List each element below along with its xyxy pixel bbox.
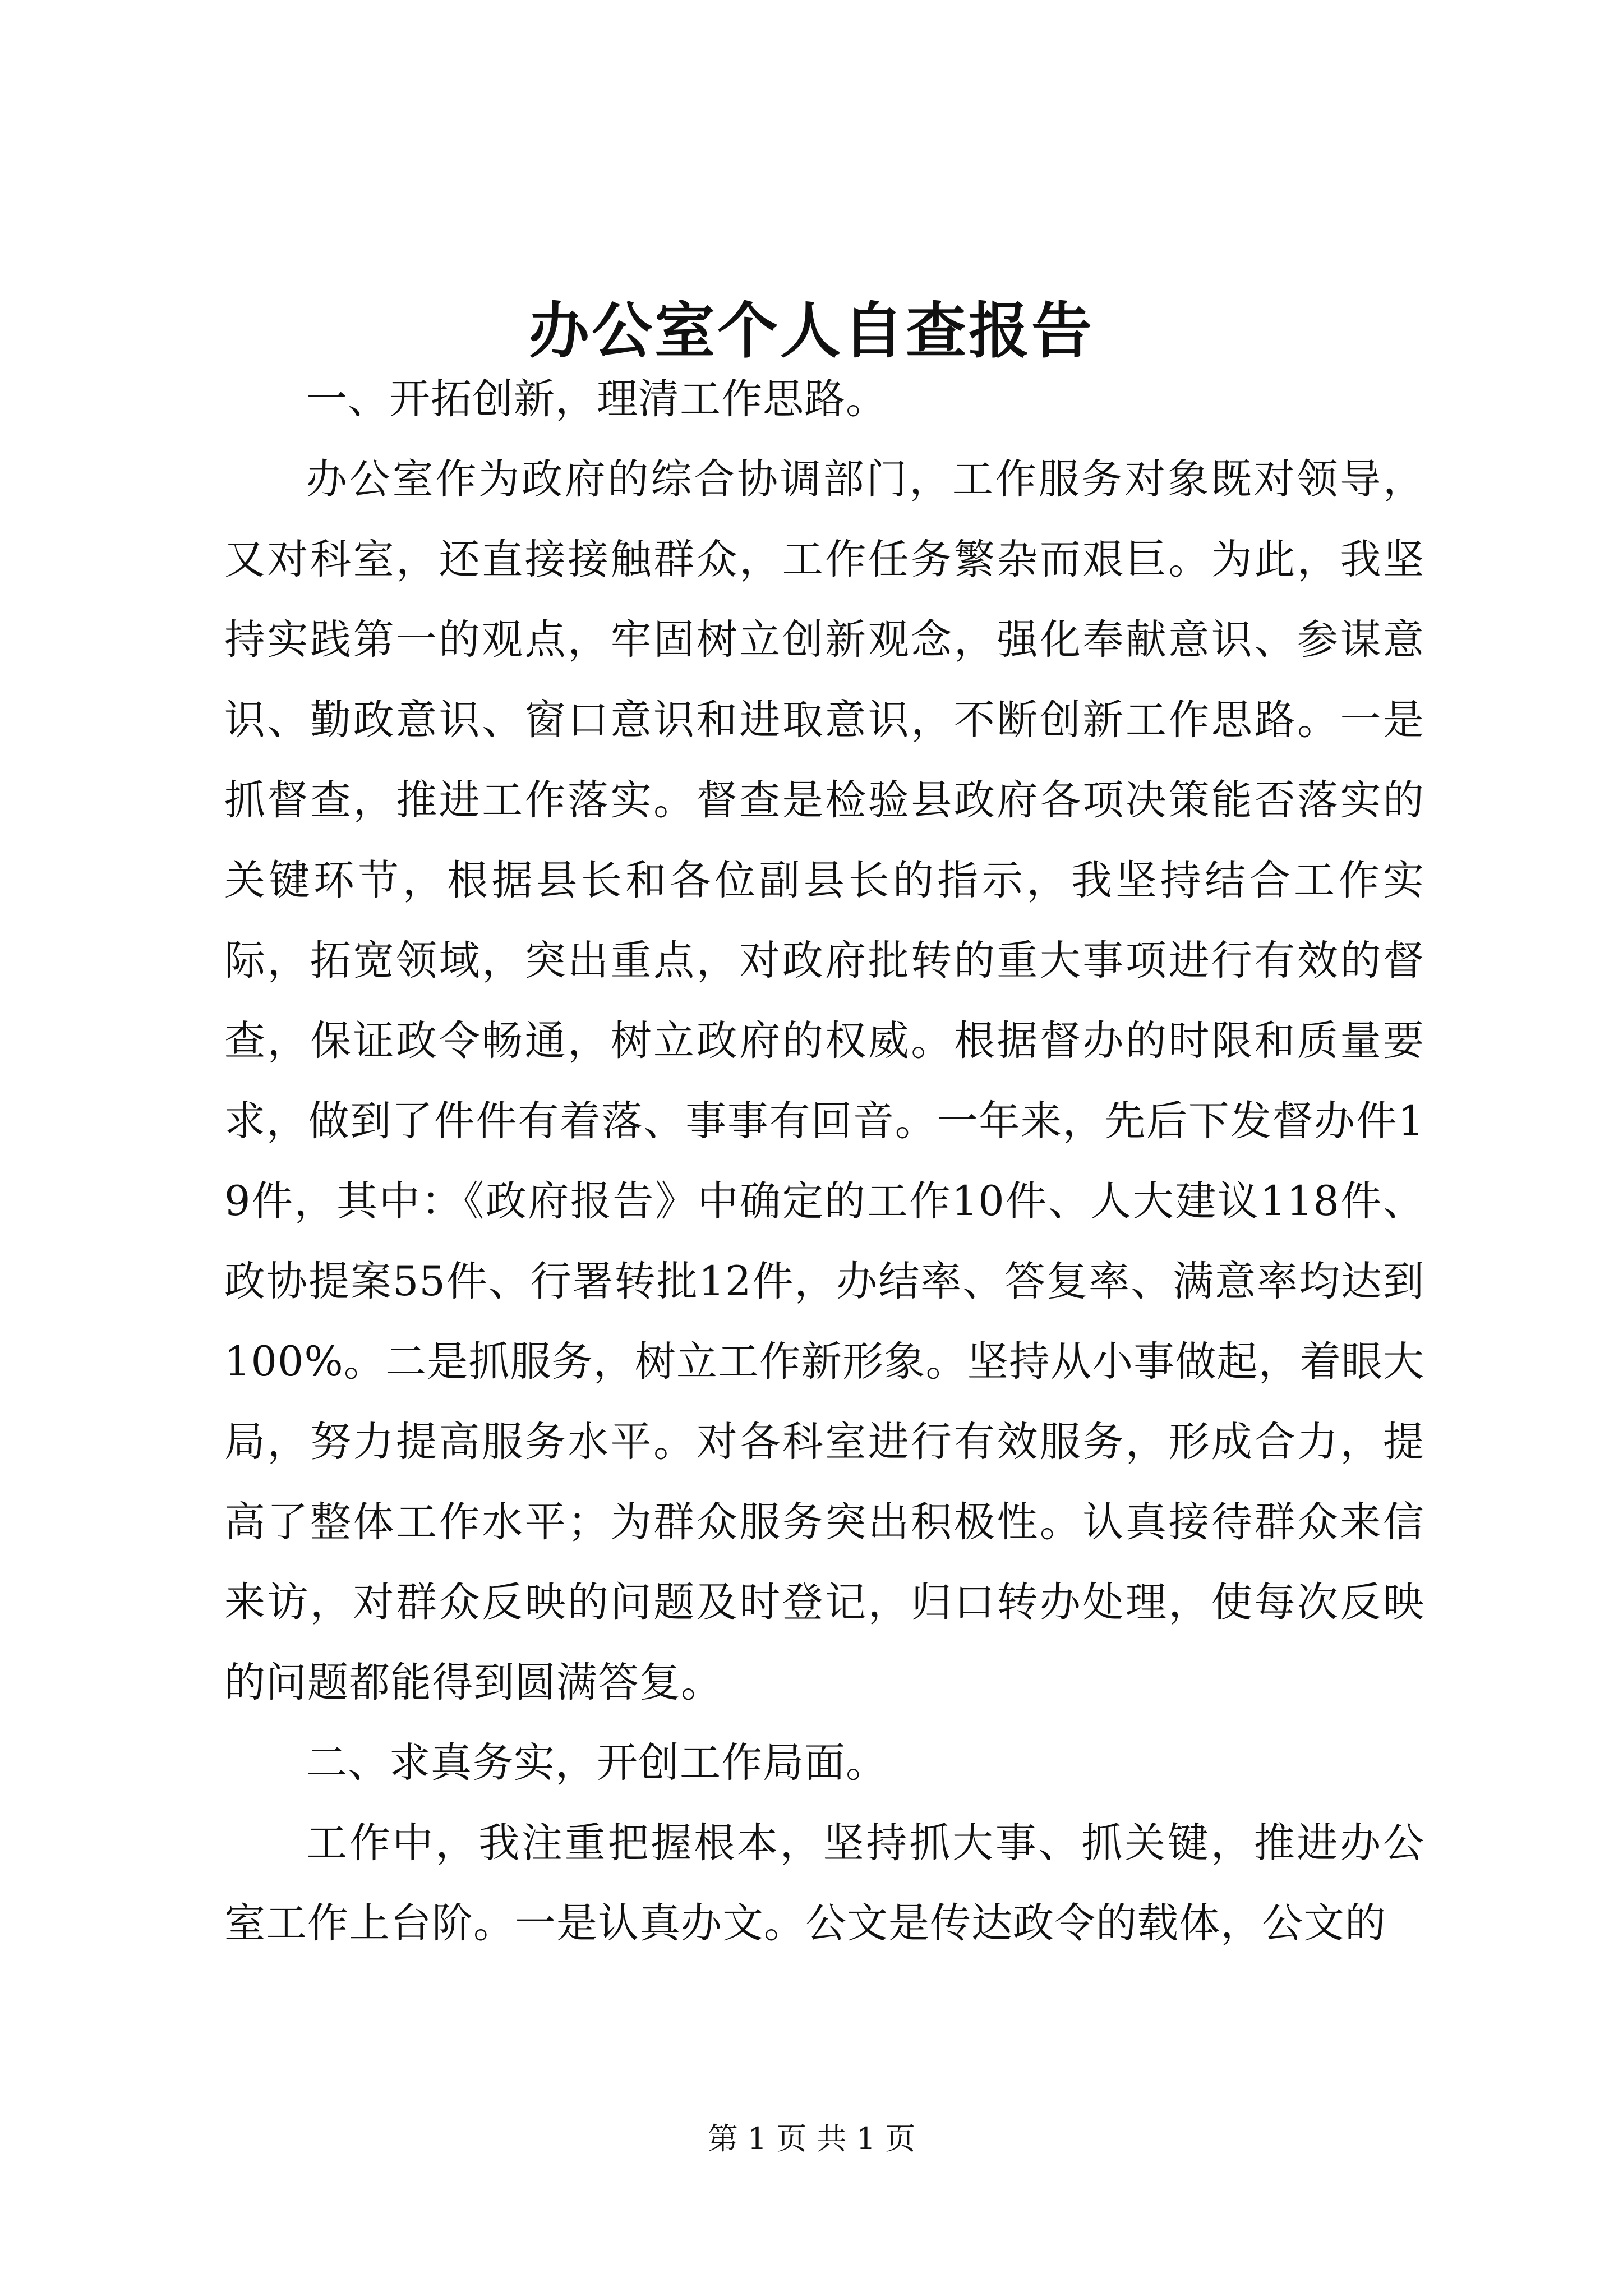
- page-footer: 第 1 页 共 1 页: [707, 2121, 916, 2156]
- body-paragraph-2: 工作中，我注重把握根本，坚持抓大事、抓关键，推进办公室工作上台阶。一是认真办文。公文是传达政令的载体，公文的: [224, 1819, 1424, 1947]
- section-heading-1: 一、开拓创新，理清工作思路。: [306, 375, 887, 423]
- document-title: 办公室个人自查报告: [528, 296, 1094, 366]
- section-heading-2: 二、求真务实，开创工作局面。: [306, 1739, 887, 1787]
- body-paragraph-1: 办公室作为政府的综合协调部门，工作服务对象既对领导，又对科室，还直接接触群众，工作任务繁杂而艰巨。为此，我坚持实践第一的观点，牢固树立创新观念，强化奉献意识、参谋意识、勤政意识、窗口意识和进取意识，不断创新工作思路。一是抓督查，推进工作落实。督查是检验县政府各项决策能否落实的关键环节，根据县长和各位副县长的指示，我坚持结合工作实际，拓宽领域，突出重点，对政府批转的重大事项进行有效的督查，保证政令畅通，树立政府的权威。根据督办的时限和质量要求，做到了件件有着落、事事有回音。一年来，先后下发督办件19件，其中：《政府报告》中确定的工作10件、人大建议118件、政协提案55件、行署转批12件，办结率、答复率、满意率均达到100%。二是抓服务，树立工作新形象。坚持从小事做起，着眼大局，努力提高服务水平。对各科室进行有效服务，形成合力，提高了整体工作水平；为群众服务突出积极性。认真接待群众来信来访，对群众反映的问题及时登记，归口转办处理，使每次反映的问题都能得到圆满答复。: [224, 455, 1424, 1706]
- document-body: [224, 359, 1424, 1963]
